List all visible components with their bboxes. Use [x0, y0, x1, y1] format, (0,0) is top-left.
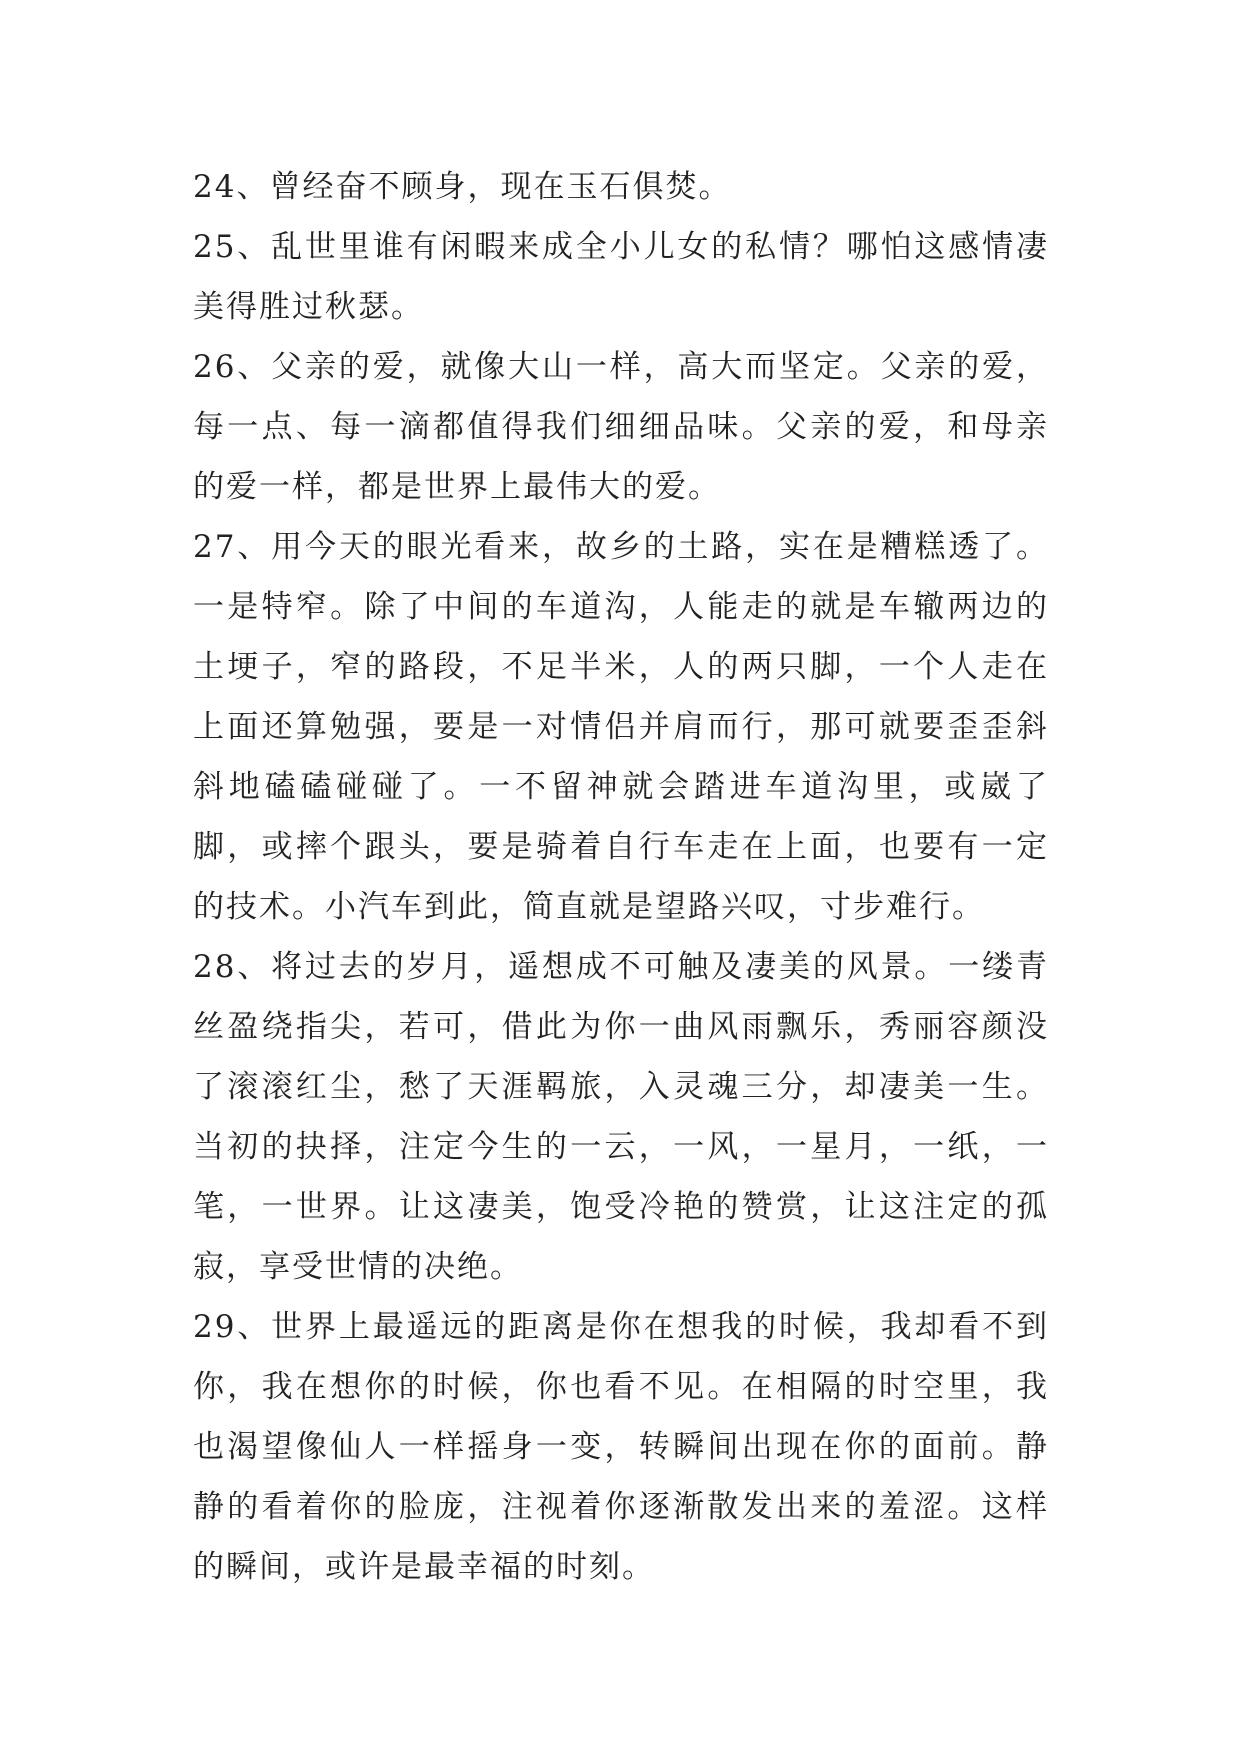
entry-29: 29、世界上最遥远的距离是你在想我的时候，我却看不到你，我在想你的时候，你也看不见。在相隔的时空里，我也渴望像仙人一样摇身一变，转瞬间出现在你的面前。静静的看着你的脸庞，注视着你逐渐散发出来的羞涩。这样的瞬间，或许是最幸福的时刻。 [193, 1309, 1049, 1585]
document-body [193, 157, 1049, 1597]
entry-24: 24、曾经奋不顾身，现在玉石俱焚。 [193, 169, 732, 205]
entry-27: 27、用今天的眼光看来，故乡的土路，实在是糟糕透了。一是特窄。除了中间的车道沟，人能走的就是车辙两边的土埂子，窄的路段，不足半米，人的两只脚，一个人走在上面还算勉强，要是一对情侣并肩而行，那可就要歪歪斜斜地磕磕碰碰了。一不留神就会踏进车道沟里，或崴了脚，或摔个跟头，要是骑着自行车走在上面，也要有一定的技术。小汽车到此，简直就是望路兴叹，寸步难行。 [193, 529, 1049, 925]
entry-28: 28、将过去的岁月，遥想成不可触及凄美的风景。一缕青丝盈绕指尖，若可，借此为你一曲风雨飘乐，秀丽容颜没了滚滚红尘，愁了天涯羁旅，入灵魂三分，却凄美一生。当初的抉择，注定今生的一云，一风，一星月，一纸，一笔，一世界。让这凄美，饱受冷艳的赞赏，让这注定的孤寂，享受世情的决绝。 [193, 949, 1049, 1285]
entry-25: 25、乱世里谁有闲暇来成全小儿女的私情？哪怕这感情凄美得胜过秋瑟。 [193, 229, 1049, 325]
entry-26: 26、父亲的爱，就像大山一样，高大而坚定。父亲的爱，每一点、每一滴都值得我们细细品味。父亲的爱，和母亲的爱一样，都是世界上最伟大的爱。 [193, 349, 1049, 505]
